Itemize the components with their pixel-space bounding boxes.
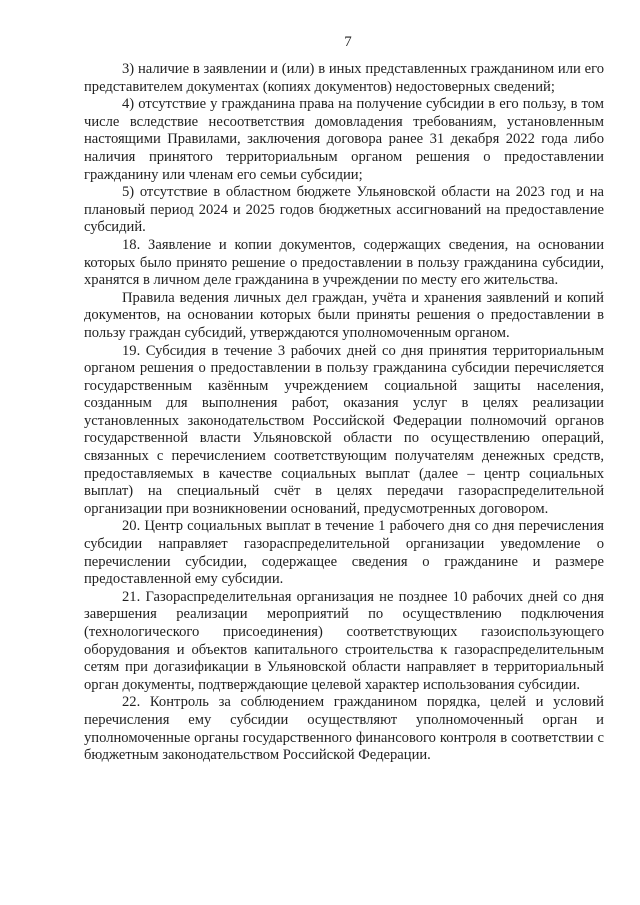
paragraph-clause-20: 20. Центр социальных выплат в течение 1 рабочего дня со дня перечисления субсидии направляет газораспределительной организации уведомление о перечислении субсидии, содержащее сведения о гражданине и размере предоставленной ему субсидии. — [84, 518, 604, 588]
paragraph-clause-19: 19. Субсидия в течение 3 рабочих дней со дня принятия территориальным органом решения о предоставлении в пользу гражданина субсидии перечисляется государственным казённым учреждением социальной защиты населения, созданным для выполнения работ, оказания услуг в целях реализации установленных законодательством Российской Федерации полномочий органов государственной власти Ульяновской области по осуществлению операций, связанных с перечислением соответствующим получателям денежных средств, предоставляемых в качестве социальных выплат (далее – центр социальных выплат) на специальный счёт в целях передачи газораспределительной организации при возникновении оснований, предусмотренных договором. — [84, 342, 604, 517]
paragraph-item-4: 4) отсутствие у гражданина права на получение субсидии в его пользу, в том числе вследствие несоответствия домовладения требованиям, установленным настоящими Правилами, заключения договора ранее 31 декабря 2022 года либо наличия принятого территориальным органом решения о предоставлении гражданину или членам его семьи субсидии; — [84, 96, 604, 183]
paragraph-clause-18-rules: Правила ведения личных дел граждан, учёта и хранения заявлений и копий документов, на основании которых были приняты решения о предоставлении в пользу граждан субсидий, утверждаются уполномоченным органом. — [84, 289, 604, 341]
page-number: 7 — [344, 34, 352, 50]
paragraph-item-3: 3) наличие в заявлении и (или) в иных представленных гражданином или его представителем документах (копиях документов) недостоверных сведений; — [84, 61, 604, 95]
paragraph-item-5: 5) отсутствие в областном бюджете Ульяновской области на 2023 год и на плановый период 2024 и 2025 годов бюджетных ассигнований на предоставление субсидий. — [84, 184, 604, 236]
paragraph-clause-22: 22. Контроль за соблюдением гражданином порядка, целей и условий перечисления ему субсидии осуществляют уполномоченный орган и уполномоченные органы государственного финансового контроля в соответствии с бюджетным законодательством Российской Федерации. — [84, 694, 604, 764]
paragraph-clause-18: 18. Заявление и копии документов, содержащих сведения, на основании которых было принято решение о предоставлении в пользу гражданина субсидии, хранятся в личном деле гражданина в учреждении по месту его жительства. — [84, 236, 604, 289]
paragraph-clause-21: 21. Газораспределительная организация не позднее 10 рабочих дней со дня завершения реализации мероприятий по осуществлению подключения (технологического присоединения) соответствующих газоиспользующего оборудования и объектов капитального строительства к газораспределительным сетям при догазификации в Ульяновской области направляет в территориальный орган документы, подтверждающие целевой характер использования субсидии. — [84, 588, 604, 693]
